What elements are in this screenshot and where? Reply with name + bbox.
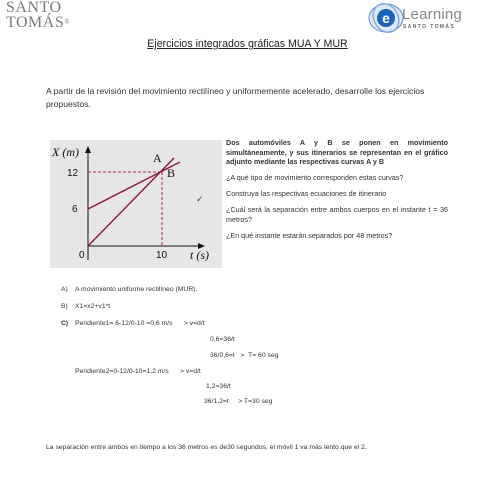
page-title: Ejercicios integrados gráficas MUA Y MUR (147, 38, 348, 50)
intro-paragraph: A partir de la revisión del movimiento rectilíneo y uniformemente acelerado, desarrolle los ejercicios propuestos. (46, 86, 425, 109)
answer-c-line6: 36/1,2=t > T=30 seg (204, 398, 273, 405)
answer-c-line5: 1,2=36/t (206, 383, 231, 390)
conclusion-text: La separación entre ambos en tiempo a los 36 metros es de30 segundos, el móvil 1 va más lento que el 2. (46, 444, 367, 451)
check-mark: ✓ (196, 194, 204, 204)
answer-b-text: X1=x2+v1*t (75, 303, 111, 310)
question-4: ¿En qué instante estarán separados por 48 metros? (226, 230, 393, 240)
x-tick-10: 10 (156, 250, 168, 261)
logo-line2: TOMÁS® (6, 14, 71, 31)
answer-c-line2: 0,6=36/t (210, 336, 235, 343)
answer-c-line1: Pendiente1= 6-12/0-10 =0,6 m/s > v=d/t (75, 320, 205, 327)
answer-a-text: A movimiento uniforme rectilíneo (MUR). (75, 286, 198, 293)
answer-c-label: C) (61, 320, 69, 327)
answer-b-label: B) (61, 303, 68, 310)
answer-c-line3: 36/0,6=t > T= 60 seg (210, 352, 279, 359)
y-axis-label: X (m) (52, 145, 79, 159)
answer-c-line4: Pendiente2=0-12/0-10=1,2 m/s > v=d/t (75, 368, 201, 375)
santo-tomas-logo (6, 0, 70, 30)
line-a-label: A (153, 151, 162, 165)
elearning-globe-icon (366, 2, 406, 34)
answer-a-label: A) (61, 286, 68, 293)
elearning-logo (366, 2, 488, 34)
elearning-text: Learning (402, 6, 462, 23)
y-tick-6: 6 (72, 204, 78, 215)
question-2: Construya las respectivas ecuaciones de itinerario (226, 188, 387, 198)
question-1: ¿A qué tipo de movimiento corresponden estas curvas? (226, 172, 404, 182)
questions-block (226, 138, 448, 247)
x-tick-0: 0 (79, 250, 85, 261)
logo-line1: SANTO (6, 0, 62, 16)
question-lead: Dos automóviles A y B se ponen en movimiento simultáneamente, y sus itinerarios se representan en el gráfico adjunto mediante las respectivas curvas A y B (226, 138, 448, 167)
x-axis-label: t (s) (190, 248, 209, 262)
svg-text:e: e (382, 10, 390, 26)
line-b-label: B (167, 166, 176, 180)
y-tick-12: 12 (67, 168, 79, 179)
question-3: ¿Cuál será la separación entre ambos cuerpos en el instante t = 36 metros? (226, 204, 448, 224)
elearning-subtitle: SANTO TOMÁS (403, 24, 456, 30)
